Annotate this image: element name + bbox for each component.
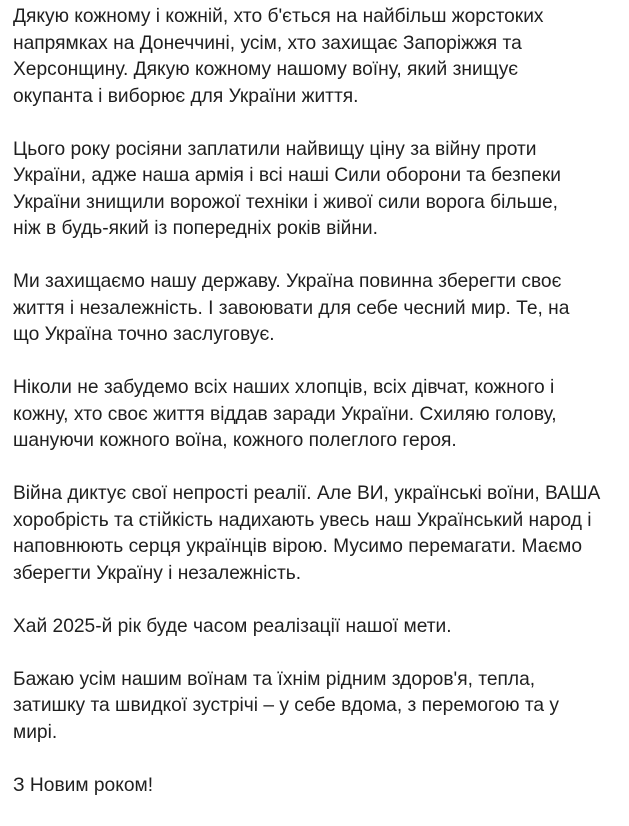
text-line: окупанта і виборює для України життя. — [13, 85, 359, 107]
paragraph-defend-state — [13, 269, 625, 349]
text-line: хоробрість та стійкість надихають увесь наш Український народ і — [13, 509, 592, 531]
text-line: Цього року росіяни заплатили найвищу ціну за війну проти — [13, 138, 537, 160]
paragraph-war-realities — [13, 481, 625, 587]
text-line: життя і незалежність. І завоювати для себе чесний мир. Те, на — [13, 297, 570, 319]
text-line: напрямках на Донеччині, усім, хто захищає Запоріжжя та — [13, 32, 522, 54]
paragraph-2025-goal — [13, 614, 625, 641]
paragraph-remembrance — [13, 375, 625, 455]
message-body — [13, 4, 625, 826]
text-line: Війна диктує свої непрості реалії. Але ВИ, українські воїни, ВАША — [13, 483, 601, 504]
text-line: Дякую кожному і кожній, хто б'ється на найбільш жорстоких — [13, 6, 544, 27]
text-line: Херсонщину. Дякую кожному нашому воїну, який знищує — [13, 59, 519, 80]
text-line: мирі. — [13, 721, 58, 743]
text-line: України знищили ворожої техніки і живої сили ворога більше, — [13, 191, 558, 213]
text-line: Ми захищаємо нашу державу. Україна повинна зберегти своє — [13, 271, 562, 292]
text-line: затишку та швидкої зустрічі – у себе вдома, з перемогою та у — [13, 695, 560, 716]
text-line: що Україна точно заслуговує. — [13, 324, 275, 345]
text-line: України, адже наша армія і всі наші Сили оборони та безпеки — [13, 165, 561, 186]
text-line: наповнюють серця українців вірою. Мусимо перемагати. Маємо — [13, 536, 582, 557]
text-line: Бажаю усім нашим воїнам та їхнім рідним здоров'я, тепла, — [13, 668, 536, 690]
text-line: З Новим роком! — [13, 774, 154, 796]
text-line: кожну, хто своє життя віддав заради України. Схиляю голову, — [13, 403, 557, 425]
paragraph-this-year — [13, 137, 625, 243]
paragraph-new-year-greeting — [13, 773, 625, 800]
paragraph-wishes — [13, 667, 625, 747]
text-line: ніж в будь-який із попередніх років війни. — [13, 218, 378, 239]
text-line: Хай 2025-й рік буде часом реалізації нашої мети. — [13, 615, 452, 637]
paragraph-gratitude — [13, 4, 625, 110]
text-line: шануючи кожного воїна, кожного полеглого героя. — [13, 430, 457, 451]
text-line: зберегти Україну і незалежність. — [13, 562, 302, 584]
text-line: Ніколи не забудемо всіх наших хлопців, всіх дівчат, кожного і — [13, 377, 555, 398]
